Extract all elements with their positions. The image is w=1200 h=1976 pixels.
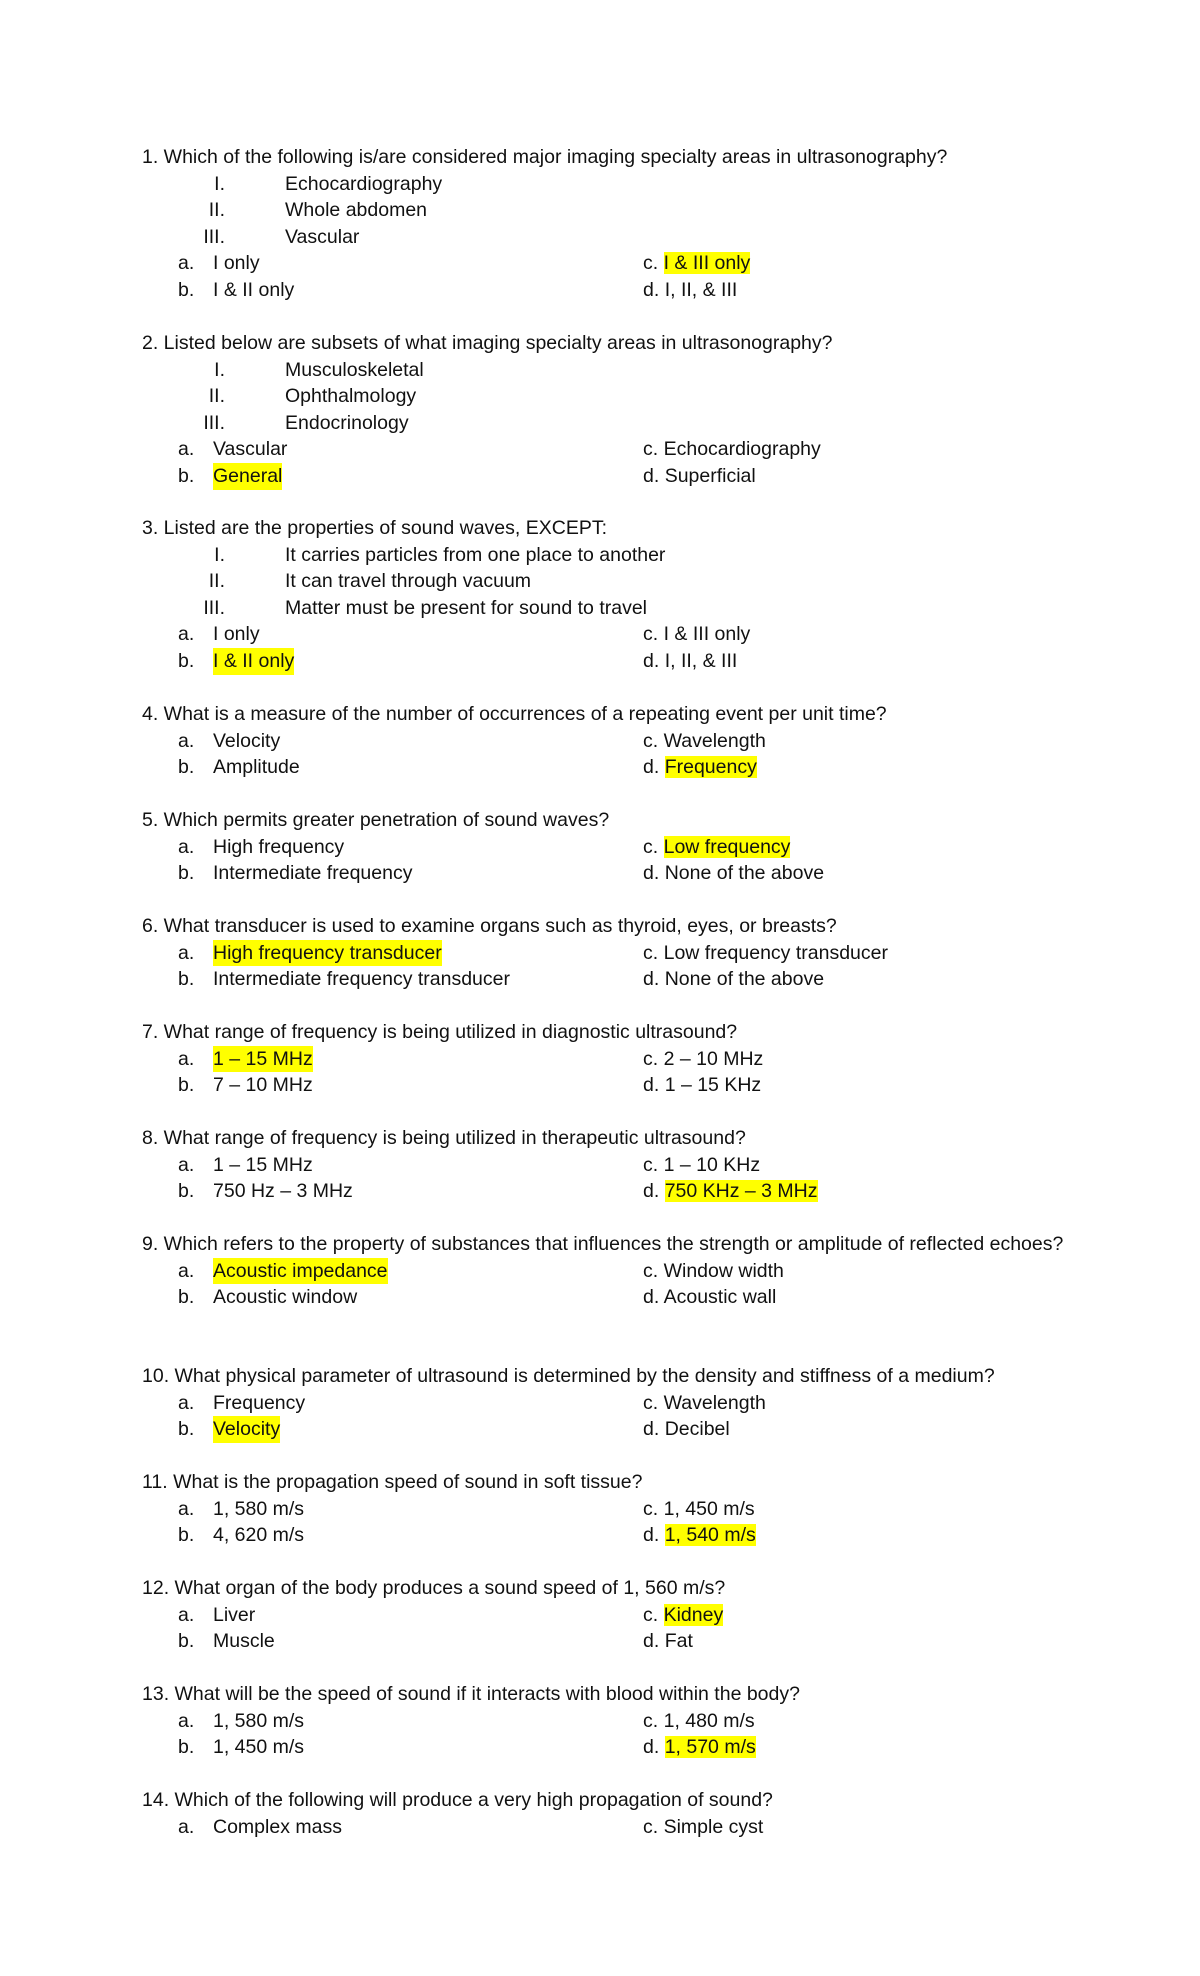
option-text: Muscle — [213, 1630, 275, 1653]
option-letter: c. — [643, 1709, 659, 1732]
option-letter: c. — [643, 1603, 659, 1626]
question-stem: 5. Which permits greater penetration of sound waves? — [142, 809, 610, 831]
answer-row — [142, 1072, 1068, 1099]
option-text: Frequency — [213, 1391, 306, 1414]
question-stem: 4. What is a measure of the number of occurrences of a repeating event per unit time? — [142, 703, 887, 725]
option-letter: a. — [178, 252, 195, 275]
answer-row — [142, 1046, 1068, 1073]
option-letter: b. — [178, 649, 195, 672]
option-right — [643, 860, 824, 887]
option-right — [643, 1284, 776, 1311]
option-letter: c. — [643, 438, 659, 461]
roman-numeral: II. — [208, 199, 225, 222]
question-stem: 9. Which refers to the property of substances that influences the strength or amplitude of reflected echoes? — [142, 1233, 1064, 1255]
option-letter: b. — [178, 1074, 195, 1097]
highlighted-answer: High frequency transducer — [213, 940, 442, 967]
roman-numeral: III. — [203, 225, 225, 248]
highlighted-answer: 1, 570 m/s — [664, 1736, 756, 1759]
option-right — [643, 1416, 730, 1443]
roman-numeral: III. — [203, 596, 225, 619]
roman-numeral-item — [142, 568, 1068, 595]
option-letter: a. — [178, 729, 195, 752]
option-letter: d. — [643, 1418, 660, 1441]
option-letter: c. — [643, 1047, 659, 1070]
option-letter: a. — [178, 1815, 195, 1838]
option-text: Complex mass — [213, 1815, 342, 1838]
question-block — [142, 1231, 1068, 1311]
roman-item-text: Vascular — [285, 225, 360, 248]
option-right — [643, 1522, 756, 1549]
answer-row — [142, 834, 1068, 861]
roman-item-text: Echocardiography — [285, 172, 443, 195]
option-text: None of the above — [664, 968, 825, 991]
roman-numeral: I. — [214, 358, 225, 381]
highlighted-answer: Velocity — [213, 1416, 280, 1443]
question-block — [142, 807, 1068, 887]
answer-row — [142, 1178, 1068, 1205]
option-letter: c. — [643, 1153, 659, 1176]
question-stem: 11. What is the propagation speed of sound in soft tissue? — [142, 1471, 643, 1493]
option-letter: b. — [178, 464, 195, 487]
option-text: Intermediate frequency — [213, 862, 413, 885]
option-letter: c. — [643, 941, 659, 964]
question-stem: 2. Listed below are subsets of what imaging specialty areas in ultrasonography? — [142, 332, 833, 354]
option-letter: d. — [643, 1074, 660, 1097]
option-text: None of the above — [664, 862, 825, 885]
option-right — [643, 1390, 766, 1417]
answer-row — [142, 966, 1068, 993]
option-letter: a. — [178, 1391, 195, 1414]
option-letter: a. — [178, 1047, 195, 1070]
option-text: Wavelength — [663, 729, 766, 752]
answer-row — [142, 1522, 1068, 1549]
option-text: 1, 480 m/s — [663, 1709, 755, 1732]
answer-row — [142, 277, 1068, 304]
question-block — [142, 913, 1068, 993]
roman-item-text: It carries particles from one place to another — [285, 543, 666, 566]
option-text: 1, 580 m/s — [213, 1497, 305, 1520]
option-letter: c. — [643, 252, 659, 275]
highlighted-answer: I & II only — [213, 648, 294, 675]
option-right — [643, 834, 790, 861]
roman-numeral: II. — [208, 385, 225, 408]
option-text: High frequency — [213, 835, 345, 858]
option-letter: d. — [643, 1180, 660, 1203]
option-text: Low frequency transducer — [663, 941, 888, 964]
answer-row — [142, 621, 1068, 648]
option-right — [643, 1072, 761, 1099]
option-letter: b. — [178, 862, 195, 885]
option-letter: d. — [643, 968, 660, 991]
question-stem: 3. Listed are the properties of sound waves, EXCEPT: — [142, 517, 608, 539]
option-letter: d. — [643, 756, 660, 779]
roman-numeral: I. — [214, 172, 225, 195]
option-letter: c. — [643, 1497, 659, 1520]
option-right — [643, 1602, 723, 1629]
option-right — [643, 250, 750, 277]
option-letter: d. — [643, 464, 660, 487]
option-letter: a. — [178, 941, 195, 964]
highlighted-answer: 750 KHz – 3 MHz — [664, 1180, 818, 1203]
question-stem: 1. Which of the following is/are considered major imaging specialty areas in ultrasonography? — [142, 146, 948, 168]
option-right — [643, 621, 750, 648]
roman-numeral-item — [142, 197, 1068, 224]
option-right — [643, 1152, 760, 1179]
question-stem: 6. What transducer is used to examine organs such as thyroid, eyes, or breasts? — [142, 915, 837, 937]
option-text: Velocity — [213, 729, 281, 752]
option-text: Intermediate frequency transducer — [213, 968, 510, 991]
highlighted-answer: Low frequency — [663, 835, 791, 858]
option-letter: a. — [178, 1709, 195, 1732]
option-text: 1 – 10 KHz — [663, 1153, 761, 1176]
highlighted-answer: I & III only — [663, 252, 751, 275]
question-block — [142, 1469, 1068, 1549]
option-text: Liver — [213, 1603, 256, 1626]
option-letter: c. — [643, 1259, 659, 1282]
option-text: I & III only — [663, 623, 751, 646]
option-text: 1, 580 m/s — [213, 1709, 305, 1732]
option-text: Simple cyst — [663, 1815, 764, 1838]
roman-item-text: Whole abdomen — [285, 199, 428, 222]
answer-row — [142, 648, 1068, 675]
roman-numeral: III. — [203, 411, 225, 434]
question-block — [142, 515, 1068, 675]
option-letter: c. — [643, 1391, 659, 1414]
option-letter: d. — [643, 1524, 660, 1547]
option-letter: b. — [178, 1286, 195, 1309]
question-block — [142, 1787, 1068, 1840]
option-right — [643, 463, 756, 490]
option-text: Superficial — [664, 464, 756, 487]
highlighted-answer: 1 – 15 MHz — [213, 1046, 313, 1073]
option-text: I, II, & III — [664, 649, 738, 672]
option-letter: c. — [643, 835, 659, 858]
option-text: Wavelength — [663, 1391, 766, 1414]
option-right — [643, 1178, 818, 1205]
option-right — [643, 940, 888, 967]
option-letter: a. — [178, 1259, 195, 1282]
question-block — [142, 1681, 1068, 1761]
option-right — [643, 1708, 755, 1735]
question-stem: 13. What will be the speed of sound if it interacts with blood within the body? — [142, 1683, 800, 1705]
option-text: 1 – 15 KHz — [664, 1074, 762, 1097]
roman-item-text: Matter must be present for sound to travel — [285, 596, 648, 619]
question-block — [142, 330, 1068, 490]
answer-row — [142, 436, 1068, 463]
question-stem: 7. What range of frequency is being utilized in diagnostic ultrasound? — [142, 1021, 738, 1043]
roman-numeral-item — [142, 357, 1068, 384]
answer-row — [142, 1814, 1068, 1841]
option-letter: d. — [643, 862, 665, 885]
option-text: Window width — [663, 1259, 784, 1282]
option-text: Acoustic window — [213, 1286, 358, 1309]
option-text: Decibel — [664, 1418, 730, 1441]
option-letter: a. — [178, 1497, 195, 1520]
option-right — [643, 1734, 756, 1761]
option-right — [643, 754, 757, 781]
answer-row — [142, 728, 1068, 755]
option-letter: d. — [643, 1736, 660, 1759]
roman-item-text: Ophthalmology — [285, 385, 417, 408]
option-right — [643, 1496, 755, 1523]
answer-row — [142, 1734, 1068, 1761]
question-block — [142, 1125, 1068, 1205]
option-text: I only — [213, 623, 260, 646]
option-letter: b. — [178, 1630, 195, 1653]
question-block — [142, 701, 1068, 781]
question-stem: 12. What organ of the body produces a sound speed of 1, 560 m/s? — [142, 1577, 726, 1599]
roman-numeral-item — [142, 383, 1068, 410]
option-right — [643, 1814, 763, 1841]
question-stem: 14. Which of the following will produce a very high propagation of sound? — [142, 1789, 773, 1811]
option-letter: d. — [643, 1630, 660, 1653]
answer-row — [142, 1284, 1068, 1311]
option-letter: a. — [178, 1153, 195, 1176]
option-text: Fat — [664, 1630, 693, 1653]
option-text: 4, 620 m/s — [213, 1524, 305, 1547]
option-letter: a. — [178, 438, 195, 461]
option-letter: c. — [643, 729, 659, 752]
option-text: Acoustic wall — [663, 1286, 777, 1309]
answer-row — [142, 1152, 1068, 1179]
answer-row — [142, 1416, 1068, 1443]
option-letter: c. — [643, 623, 659, 646]
roman-item-text: It can travel through vacuum — [285, 570, 532, 593]
question-block — [142, 1575, 1068, 1655]
option-letter: c. — [643, 1815, 659, 1838]
roman-numeral-item — [142, 595, 1068, 622]
option-letter: b. — [178, 1418, 195, 1441]
option-right — [643, 728, 766, 755]
option-text: 1 – 15 MHz — [213, 1153, 313, 1176]
answer-row — [142, 1390, 1068, 1417]
option-text: I & II only — [213, 278, 295, 301]
option-text: 1, 450 m/s — [213, 1736, 305, 1759]
roman-numeral: II. — [208, 570, 225, 593]
option-letter: b. — [178, 1180, 195, 1203]
answer-row — [142, 1496, 1068, 1523]
option-right — [643, 1628, 693, 1655]
option-letter: b. — [178, 1736, 195, 1759]
answer-row — [142, 1708, 1068, 1735]
option-letter: a. — [178, 1603, 195, 1626]
option-letter: d. — [643, 1286, 660, 1309]
option-letter: a. — [178, 623, 195, 646]
question-block — [142, 1019, 1068, 1099]
option-text: I only — [213, 252, 260, 275]
highlighted-answer: Acoustic impedance — [213, 1258, 388, 1285]
roman-numeral-item — [142, 410, 1068, 437]
option-right — [643, 436, 821, 463]
option-letter: b. — [178, 278, 195, 301]
roman-numeral-item — [142, 542, 1068, 569]
answer-row — [142, 860, 1068, 887]
option-letter: b. — [178, 756, 195, 779]
option-letter: d. — [643, 278, 660, 301]
option-right — [643, 966, 824, 993]
question-block — [142, 144, 1068, 304]
option-text: 2 – 10 MHz — [663, 1047, 764, 1070]
answer-row — [142, 1258, 1068, 1285]
roman-numeral: I. — [214, 543, 225, 566]
option-text: Amplitude — [213, 756, 300, 779]
answer-row — [142, 1602, 1068, 1629]
option-text: Vascular — [213, 438, 288, 461]
option-text: 7 – 10 MHz — [213, 1074, 313, 1097]
roman-item-text: Endocrinology — [285, 411, 409, 434]
roman-numeral-item — [142, 224, 1068, 251]
roman-numeral-item — [142, 171, 1068, 198]
question-stem: 8. What range of frequency is being utilized in therapeutic ultrasound? — [142, 1127, 746, 1149]
option-text: 1, 450 m/s — [663, 1497, 755, 1520]
question-stem: 10. What physical parameter of ultrasound is determined by the density and stiffness of a medium? — [142, 1365, 995, 1387]
answer-row — [142, 1628, 1068, 1655]
highlighted-answer: 1, 540 m/s — [664, 1524, 756, 1547]
option-letter: b. — [178, 968, 195, 991]
option-right — [643, 1046, 763, 1073]
answer-row — [142, 250, 1068, 277]
highlighted-answer: Kidney — [663, 1603, 724, 1626]
option-letter: d. — [643, 649, 660, 672]
option-text: I, II, & III — [664, 278, 738, 301]
answer-row — [142, 463, 1068, 490]
option-letter: b. — [178, 1524, 195, 1547]
answer-row — [142, 754, 1068, 781]
option-text: 750 Hz – 3 MHz — [213, 1180, 353, 1203]
highlighted-answer: General — [213, 463, 282, 490]
option-right — [643, 1258, 784, 1285]
highlighted-answer: Frequency — [664, 756, 757, 779]
answer-row — [142, 940, 1068, 967]
question-block — [142, 1363, 1068, 1443]
option-right — [643, 648, 737, 675]
roman-item-text: Musculoskeletal — [285, 358, 424, 381]
option-right — [643, 277, 737, 304]
option-letter: a. — [178, 835, 195, 858]
option-text: Echocardiography — [663, 438, 821, 461]
